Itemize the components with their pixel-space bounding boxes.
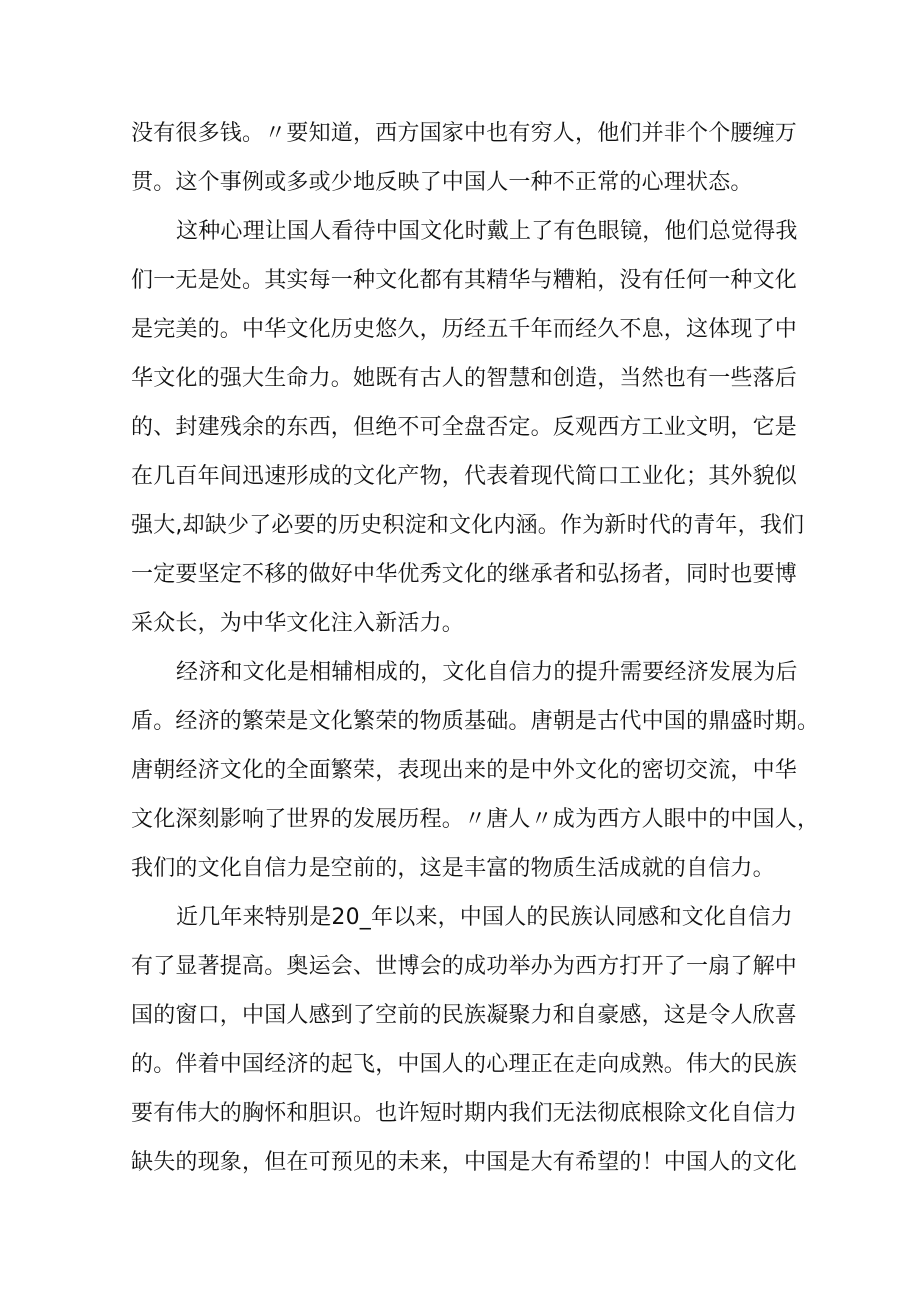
- text-line: 在几百年间迅速形成的文化产物，代表着现代简口工业化；其外貌似: [131, 464, 798, 489]
- text-line: 华文化的强大生命力。她既有古人的智慧和创造，当然也有一些落后: [131, 366, 798, 391]
- paragraph-start-line: 经济和文化是相辅相成的，文化自信力的提升需要经济发展为后: [176, 660, 798, 685]
- text-line: 的、封建残余的东西，但绝不可全盘否定。反观西方工业文明，它是: [131, 415, 798, 440]
- text-line: 强大,却缺少了必要的历史积淀和文化内涵。作为新时代的青年，我们: [131, 513, 805, 538]
- text-line: 们一无是处。其实每一种文化都有其精华与糟粕，没有任何一种文化: [131, 268, 798, 293]
- text-line: 是完美的。中华文化历史悠久，历经五千年而经久不息，这体现了中: [131, 317, 798, 342]
- text-line: 没有很多钱。〃要知道，西方国家中也有穷人，他们并非个个腰缠万: [131, 121, 798, 146]
- text-line: 采众长，为中华文化注入新活力。: [131, 611, 465, 636]
- text-line: 有了显著提高。奥运会、世博会的成功举办为西方打开了一扇了解中: [131, 954, 798, 979]
- text-line: 盾。经济的繁荣是文化繁荣的物质基础。唐朝是古代中国的鼎盛时期。: [131, 709, 820, 734]
- text-line: 一定要坚定不移的做好中华优秀文化的继承者和弘扬者，同时也要博: [131, 562, 798, 587]
- text-line: 要有伟大的胸怀和胆识。也许短时期内我们无法彻底根除文化自信力: [131, 1101, 798, 1126]
- text-line: 缺失的现象，但在可预见的未来，中国是大有希望的！中国人的文化: [131, 1150, 798, 1175]
- text-line: 贯。这个事例或多或少地反映了中国人一种不正常的心理状态。: [131, 170, 753, 195]
- paragraph-start-line: 这种心理让国人看待中国文化时戴上了有色眼镜，他们总觉得我: [176, 219, 798, 244]
- text-line: 国的窗口，中国人感到了空前的民族凝聚力和自豪感，这是令人欣喜: [131, 1003, 798, 1028]
- text-line: 文化深刻影响了世界的发展历程。〃唐人〃成为西方人眼中的中国人，: [131, 807, 820, 832]
- text-line: 我们的文化自信力是空前的，这是丰富的物质生活成就的自信力。: [131, 856, 775, 881]
- text-line: 的。伴着中国经济的起飞，中国人的心理正在走向成熟。伟大的民族: [131, 1052, 798, 1077]
- paragraph-start-line: 近几年来特别是20_年以来，中国人的民族认同感和文化自信力: [176, 905, 793, 930]
- text-line: 唐朝经济文化的全面繁荣，表现出来的是中外文化的密切交流，中华: [131, 758, 798, 783]
